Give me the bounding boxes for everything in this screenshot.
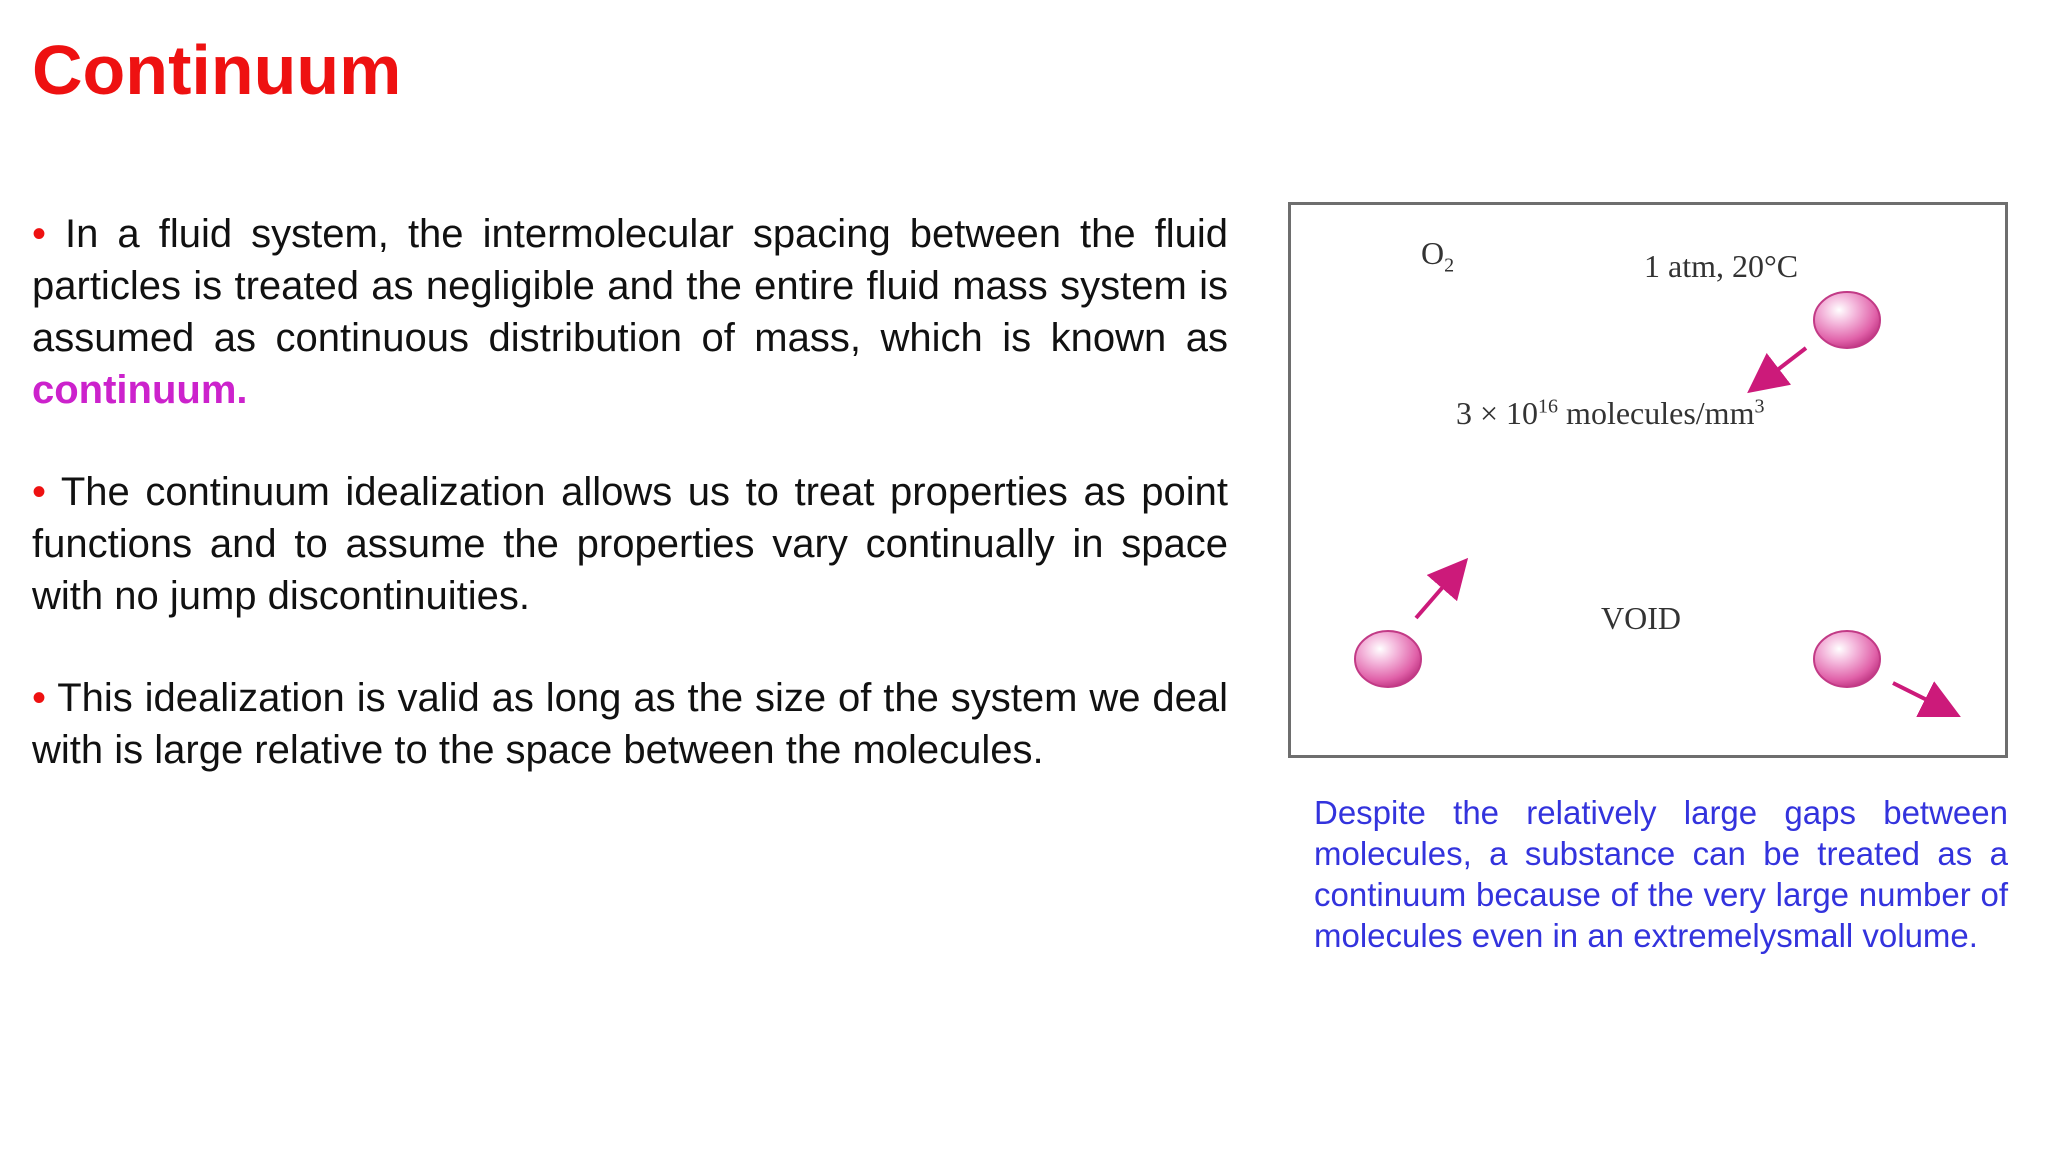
- arrow-icon: [1416, 573, 1455, 618]
- molecule-icon: [1355, 631, 1421, 687]
- arrow-icon: [1763, 348, 1806, 381]
- molecule-figure: [1288, 202, 2008, 758]
- gas-symbol: O: [1421, 235, 1445, 271]
- density-exponent: 16: [1538, 395, 1559, 418]
- density-prefix: 3 × 10: [1456, 395, 1539, 431]
- bullet-list: [32, 208, 1228, 776]
- bullet-text: The continuum idealization allows us to treat properties as point functions and to assume the properties vary continually in space with no jump discontinuities.: [32, 470, 1228, 618]
- molecule-icon: [1814, 631, 1880, 687]
- figure-caption: Despite the relatively large gaps between molecules, a substance can be treated as a continuum because of the very large number of molecules even in an extremelysmall volume.: [1314, 794, 2008, 954]
- bullet-text: This idealization is valid as long as the size of the system we deal with is large relative to the space between the molecules.: [32, 676, 1229, 772]
- density-unit-exponent: 3: [1754, 395, 1765, 418]
- continuum-highlight: continuum.: [32, 368, 248, 412]
- bullet-item-1: [32, 208, 1228, 416]
- molecule-icon: [1814, 292, 1880, 348]
- gas-subscript: 2: [1444, 254, 1455, 277]
- arrow-icon: [1893, 683, 1943, 708]
- bullet-marker: •: [32, 470, 47, 514]
- conditions-label: 1 atm, 20°C: [1644, 248, 1799, 284]
- bullet-item-3: [32, 672, 1228, 776]
- bullet-marker: •: [32, 212, 47, 256]
- density-label: [1456, 395, 1764, 432]
- gas-label: [1421, 235, 1454, 277]
- void-label: VOID: [1601, 600, 1681, 636]
- page-title: Continuum: [32, 31, 402, 109]
- bullet-item-2: [32, 466, 1228, 622]
- molecule-diagram: [1291, 205, 2005, 755]
- bullet-text: In a fluid system, the intermolecular spacing between the fluid particles is treated as negligible and the entire fluid mass system is assumed as continuous distribution of mass, which is known as: [32, 212, 1228, 360]
- density-unit: molecules/mm: [1558, 395, 1755, 431]
- bullet-marker: •: [32, 676, 47, 720]
